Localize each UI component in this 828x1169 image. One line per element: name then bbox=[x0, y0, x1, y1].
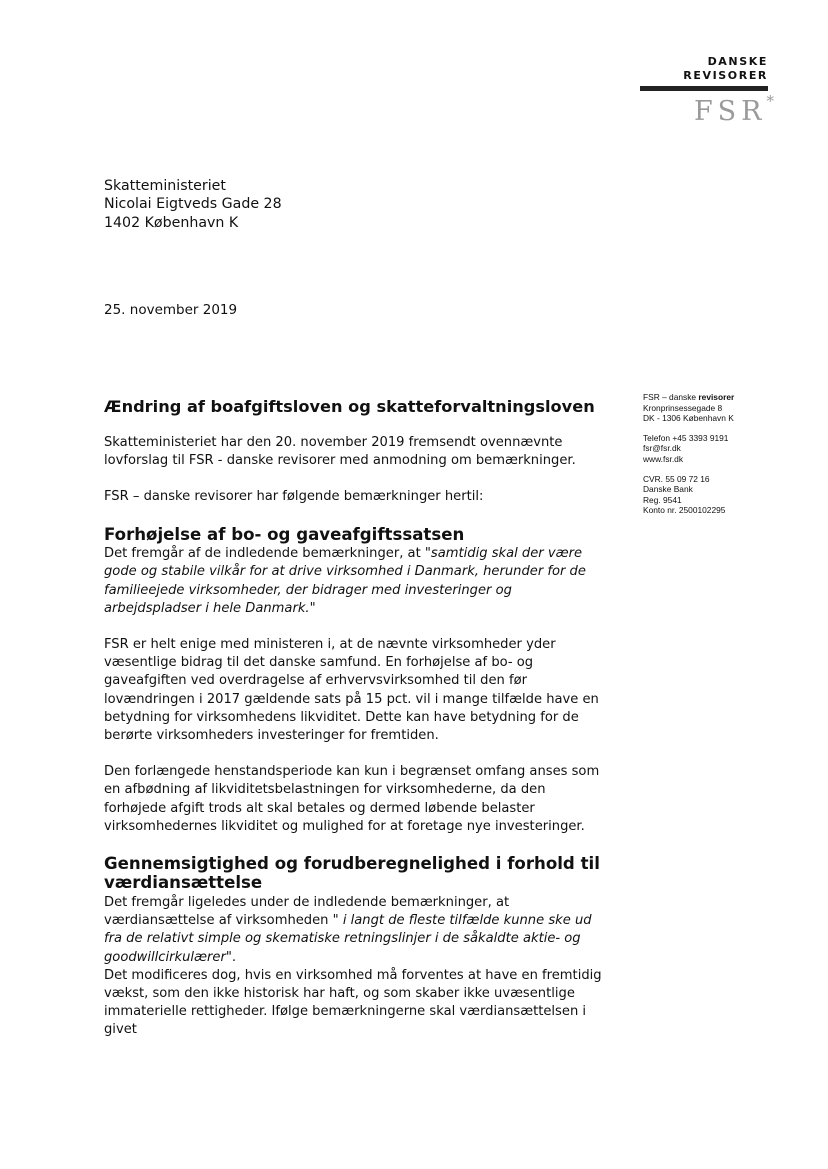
section1-p1-quote: "samtidig skal der være gode og stabile vilkår for at drive virksomhed i Danmark, herunder for de familieejede virksomheder, der bidrager med investeringer og arbejdspladser i hele Danmark." bbox=[104, 546, 586, 616]
letter-body bbox=[104, 396, 604, 1058]
sender-contact bbox=[643, 433, 793, 465]
sender-city: DK - 1306 København K bbox=[643, 413, 734, 424]
section1-p1-text: Det fremgår af de indledende bemærkninger, at bbox=[104, 546, 425, 562]
section2-p1-text: Det fremgår ligeledes under de indledende bemærkninger, at værdiansættelse af virksomheden bbox=[104, 894, 510, 929]
recipient-city: 1402 København K bbox=[104, 214, 239, 231]
remarks-intro-paragraph: FSR – danske revisorer har følgende bemærkninger hertil: bbox=[104, 489, 484, 505]
letter-date: 25. november 2019 bbox=[104, 302, 238, 318]
section2-paragraph-1 bbox=[104, 894, 604, 967]
logo-line-danske: DANSKE bbox=[707, 55, 768, 68]
section2-p1-end: . bbox=[231, 949, 237, 965]
section2-paragraph-2: Det modificeres dog, hvis en virksomhed må forventes at have en fremtidig vækst, som den ikke historisk har haft, og som skaber ikke uvæsentlige immaterielle rettigheder. Ifølge bemærkningerne skal værdiansættelsen i givet bbox=[104, 967, 602, 1038]
sender-street: Kronprinsessegade 8 bbox=[643, 402, 723, 413]
section1-heading: Forhøjelse af bo- og gaveafgiftssatsen bbox=[104, 524, 465, 544]
section2-heading: Gennemsigtighed og forudberegnelighed i forhold til værdiansættelse bbox=[104, 853, 600, 893]
section1-paragraph-1 bbox=[104, 545, 604, 618]
sender-email: fsr@fsr.dk bbox=[643, 443, 681, 454]
section1-paragraph-2: FSR er helt enige med ministeren i, at de nævnte virksomheder yder væsentlige bidrag til det danske samfund. En forhøjelse af bo- og gaveafgiften ved overdragelse af erhvervsvirksomhed til den før lovændringen i 2017 gældende sats på 15 pct. vil i mange tilfælde have en betydning for virksomhedens likviditet. Dette kan have betydning for de berørte virksomheders investeringer for fremtiden. bbox=[104, 636, 599, 743]
section2-p1-quote: " i langt de fleste tilfælde kunne ske ud fra de relativt simple og skematiske retningslinjer i de såkaldte aktie- og goodwillcirkulærer" bbox=[104, 913, 592, 965]
recipient-street: Nicolai Eigtveds Gade 28 bbox=[104, 196, 282, 213]
sender-phone: Telefon +45 3393 9191 bbox=[643, 432, 729, 443]
logo-mark-fsr bbox=[636, 92, 774, 125]
recipient-address bbox=[104, 177, 282, 232]
sender-info bbox=[643, 392, 793, 525]
logo-mark-star: * bbox=[766, 92, 774, 110]
sender-address bbox=[643, 392, 793, 424]
sender-name-bold: revisorer bbox=[698, 392, 735, 402]
sender-bank bbox=[643, 474, 793, 516]
sender-cvr: CVR. 55 09 72 16 bbox=[643, 473, 710, 484]
sender-name-prefix: FSR – danske bbox=[643, 392, 699, 402]
sender-bank-name: Danske Bank bbox=[643, 484, 693, 495]
sender-reg: Reg. 9541 bbox=[643, 494, 682, 505]
section1-paragraph-3: Den forlængede henstandsperiode kan kun i begrænset omfang anses som en afbødning af likviditetsbelastningen for virksomhederne, da den forhøjede afgift trods alt skal betales og dermed løbende belaster virksomhedernes likviditet og mulighed for at foretage nye investeringer. bbox=[104, 764, 600, 834]
sender-name bbox=[643, 392, 793, 403]
recipient-name: Skatteministeriet bbox=[104, 178, 226, 194]
letter-title: Ændring af boafgiftsloven og skatteforvaltningsloven bbox=[104, 397, 595, 416]
intro-paragraph: Skatteministeriet har den 20. november 2019 fremsendt ovennævnte lovforslag til FSR - danske revisorer med anmodning om bemærkninger. bbox=[104, 435, 576, 469]
sender-web: www.fsr.dk bbox=[643, 453, 684, 464]
sender-account: Konto nr. 2500102295 bbox=[643, 505, 726, 516]
logo-mark-text: FSR bbox=[693, 96, 767, 127]
fsr-logo bbox=[636, 55, 774, 127]
logo-line-revisorer: REVISORER bbox=[683, 69, 768, 82]
logo-bar bbox=[640, 86, 768, 91]
